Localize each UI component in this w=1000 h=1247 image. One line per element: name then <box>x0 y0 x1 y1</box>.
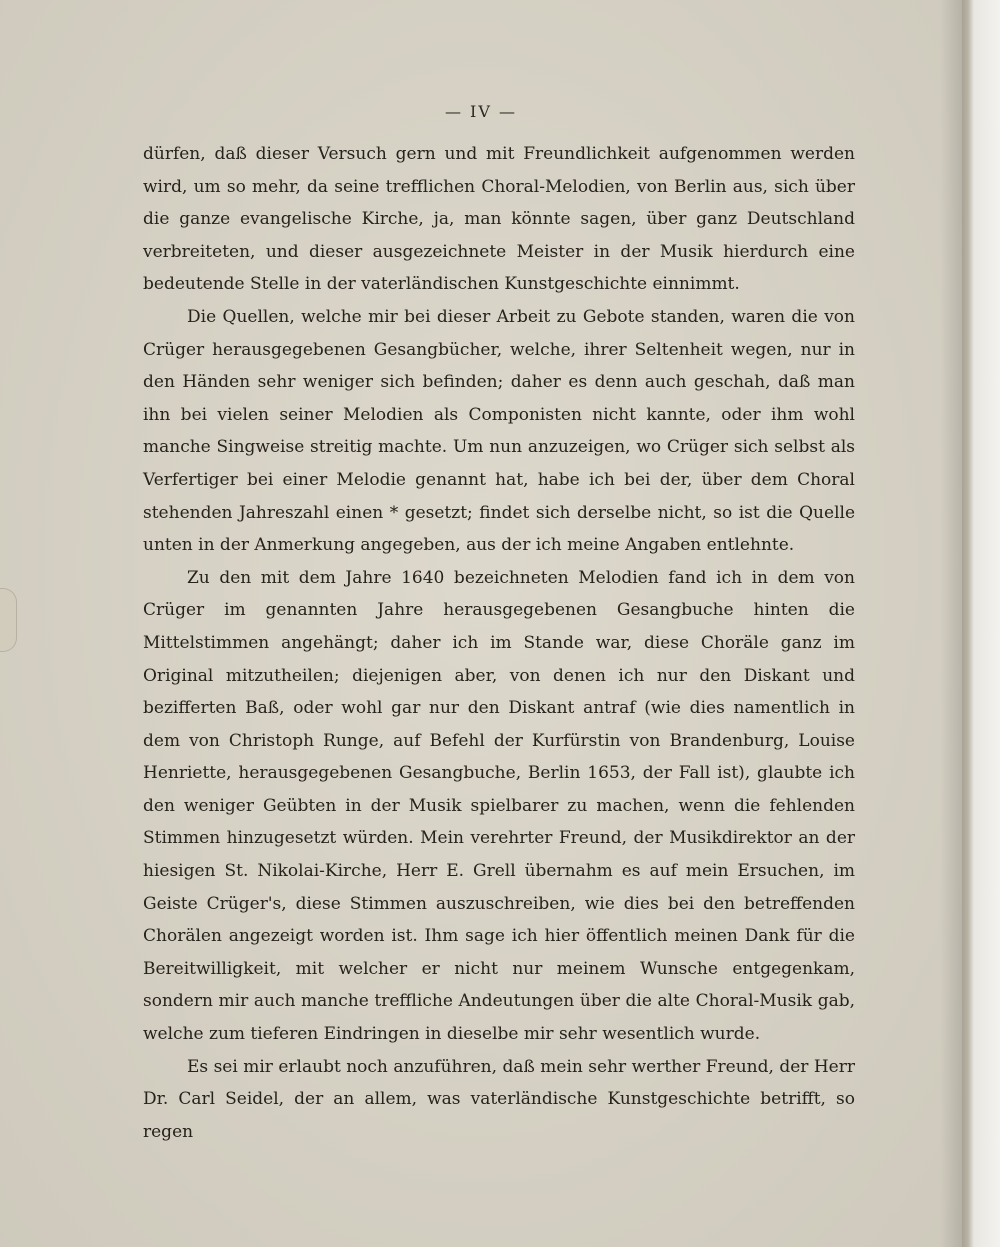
paragraph-4: Es sei mir erlaubt noch anzuführen, daß mein sehr werther Freund, der Herr Dr. Carl Seidel, der an allem, was vaterländische Kunstgeschichte betrifft, so regen <box>143 1056 855 1142</box>
paragraph-3: Zu den mit dem Jahre 1640 bezeichneten Melodien fand ich in dem von Crüger im genannten Jahre herausgegebenen Gesangbuche hinten die Mittelstimmen angehängt; daher ich im Stande war, diese Choräle ganz im Original mitzutheilen; diejenigen aber, von denen ich nur den Diskant und bezifferten Baß, oder wohl gar nur den Diskant antraf (wie dies namentlich in dem von Christoph Runge, auf Befehl der Kurfürstin von Brandenburg, Louise Henriette, herausgegebenen Gesangbuche, Berlin 1653, der Fall ist), glaubte ich den weniger Geübten in der Musik spielbarer zu machen, wenn die fehlenden Stimmen hinzugesetzt würden. Mein verehrter Freund, der Musikdirektor an der hiesigen St. Nikolai-Kirche, Herr E. Grell übernahm es auf mein Ersuchen, im Geiste Crüger's, diese Stimmen auszuschreiben, wie dies bei den betreffenden Chorälen angezeigt worden ist. Ihm sage ich hier öffentlich meinen Dank für die Bereitwilligkeit, mit welcher er nicht nur meinem Wunsche entgegenkam, sondern mir auch manche treffliche Andeutungen über die alte Choral-Musik gab, welche zum tieferen Eindringen in dieselbe mir sehr wesentlich wurde. <box>143 567 855 1045</box>
body-text <box>143 138 855 1148</box>
page-number: — IV — <box>444 102 518 121</box>
page-tab-marker <box>0 588 17 652</box>
binding-shadow <box>940 0 962 1247</box>
paragraph-2: Die Quellen, welche mir bei dieser Arbeit zu Gebote standen, waren die von Crüger herausgegebenen Gesangbücher, welche, ihrer Seltenheit wegen, nur in den Händen sehr weniger sich befinden; daher es denn auch geschah, daß man ihn bei vielen seiner Melodien als Componisten nicht kannte, oder ihm wohl manche Singweise streitig machte. Um nun anzuzeigen, wo Crüger sich selbst als Verfertiger bei einer Melodie genannt hat, habe ich bei der, über dem Choral stehenden Jahreszahl einen * gesetzt; findet sich derselbe nicht, so ist die Quelle unten in der Anmerkung angegeben, aus der ich meine Angaben entlehnte. <box>143 306 855 556</box>
page-edge <box>962 0 1000 1247</box>
paragraph-1: dürfen, daß dieser Versuch gern und mit Freundlichkeit aufgenommen werden wird, um so mehr, da seine trefflichen Choral-Melodien, von Berlin aus, sich über die ganze evangelische Kirche, ja, man könnte sagen, über ganz Deutschland verbreiteten, und dieser ausgezeichnete Meister in der Musik hierdurch eine bedeutende Stelle in der vaterländischen Kunstgeschichte einnimmt. <box>143 144 855 295</box>
